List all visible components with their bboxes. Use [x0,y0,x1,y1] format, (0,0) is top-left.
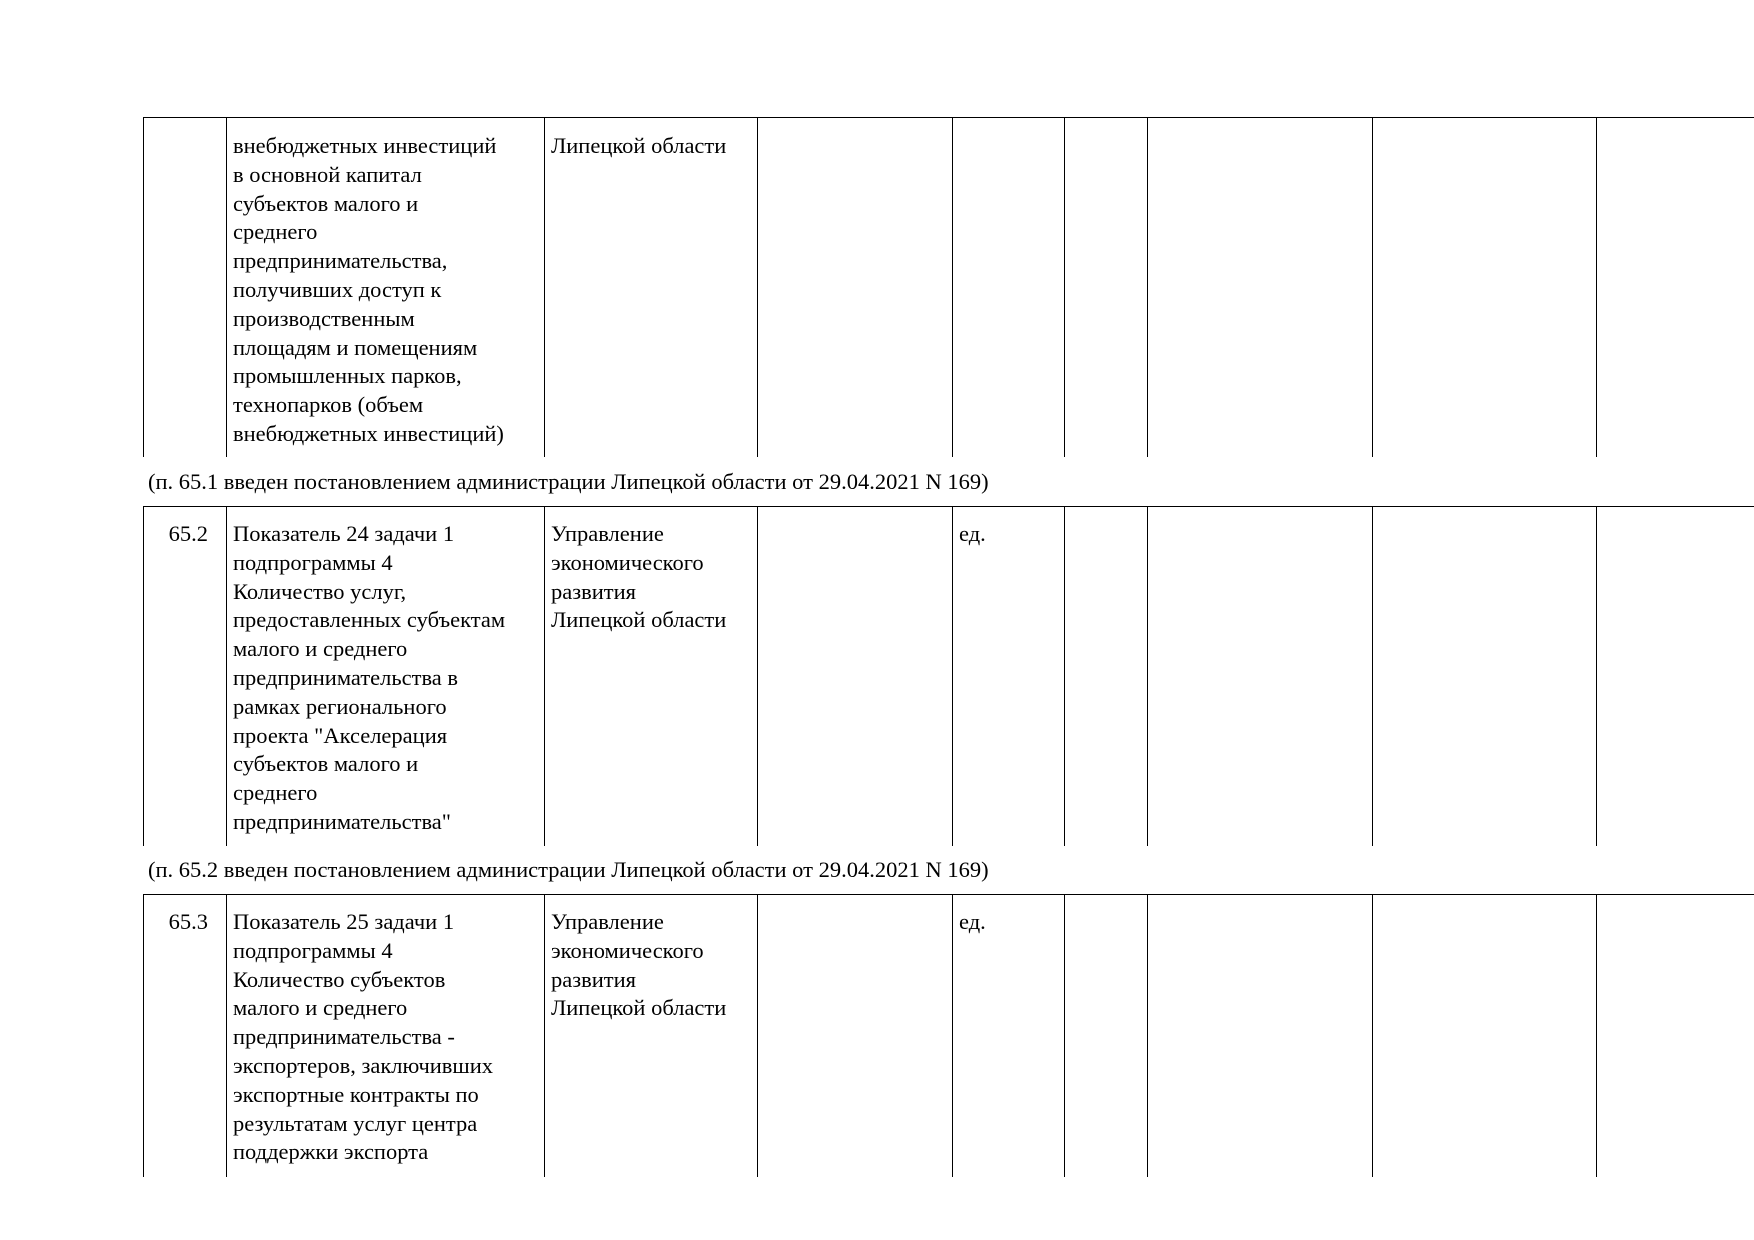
row-3-number: 65.3 [168,909,208,934]
table-col-divider [226,894,227,1177]
table-col-divider [1596,117,1597,457]
row-3-unit: ед. [959,909,986,934]
table-col-divider [1064,506,1065,846]
table-col-divider [1064,117,1065,457]
table-col-divider [544,894,545,1177]
table-col-divider [143,117,144,457]
row-3-indicator: Показатель 25 задачи 1 подпрограммы 4 Количество субъектов малого и среднего предпринимательства - экспортеров, заключивших экспортные контракты по результатам услуг центра поддержки экспорта [233,909,494,1165]
table-col-divider [1064,894,1065,1177]
table-col-divider [1372,117,1373,457]
table-col-divider [1596,506,1597,846]
table-col-divider [1147,506,1148,846]
table-border-row2-top [143,506,1754,507]
table-col-divider [1147,894,1148,1177]
table-border-row3-top [143,894,1754,895]
row-2-executor: Управление экономического развития Липецкой области [551,521,727,633]
row-1-indicator: внебюджетных инвестиций в основной капитал субъектов малого и среднего предпринимательства, получивших доступ к производственным площадям и помещениям промышленных парков, технопарков (объем внебюджетных инвестиций) [233,133,504,446]
row-3-executor: Управление экономического развития Липецкой области [551,909,727,1021]
table-col-divider [143,506,144,846]
table-col-divider [226,506,227,846]
amendment-note-65-2: (п. 65.2 введен постановлением администрации Липецкой области от 29.04.2021 N 169) [148,857,989,882]
table-col-divider [544,506,545,846]
table-col-divider [143,894,144,1177]
row-2-indicator: Показатель 24 задачи 1 подпрограммы 4 Количество услуг, предоставленных субъектам малого и среднего предпринимательства в рамках регионального проекта "Акселерация субъектов малого и среднего предпринимательства" [233,521,506,834]
table-col-divider [544,117,545,457]
row-2-number: 65.2 [168,521,208,546]
table-border-top [143,117,1754,118]
table-col-divider [226,117,227,457]
table-col-divider [757,506,758,846]
table-col-divider [757,894,758,1177]
table-col-divider [1596,894,1597,1177]
row-1-executor: Липецкой области [551,133,727,158]
amendment-note-65-1: (п. 65.1 введен постановлением администрации Липецкой области от 29.04.2021 N 169) [148,469,989,494]
table-col-divider [1372,894,1373,1177]
row-2-unit: ед. [959,521,986,546]
table-col-divider [952,894,953,1177]
table-col-divider [1147,117,1148,457]
table-col-divider [1372,506,1373,846]
table-col-divider [952,506,953,846]
table-col-divider [757,117,758,457]
table-col-divider [952,117,953,457]
